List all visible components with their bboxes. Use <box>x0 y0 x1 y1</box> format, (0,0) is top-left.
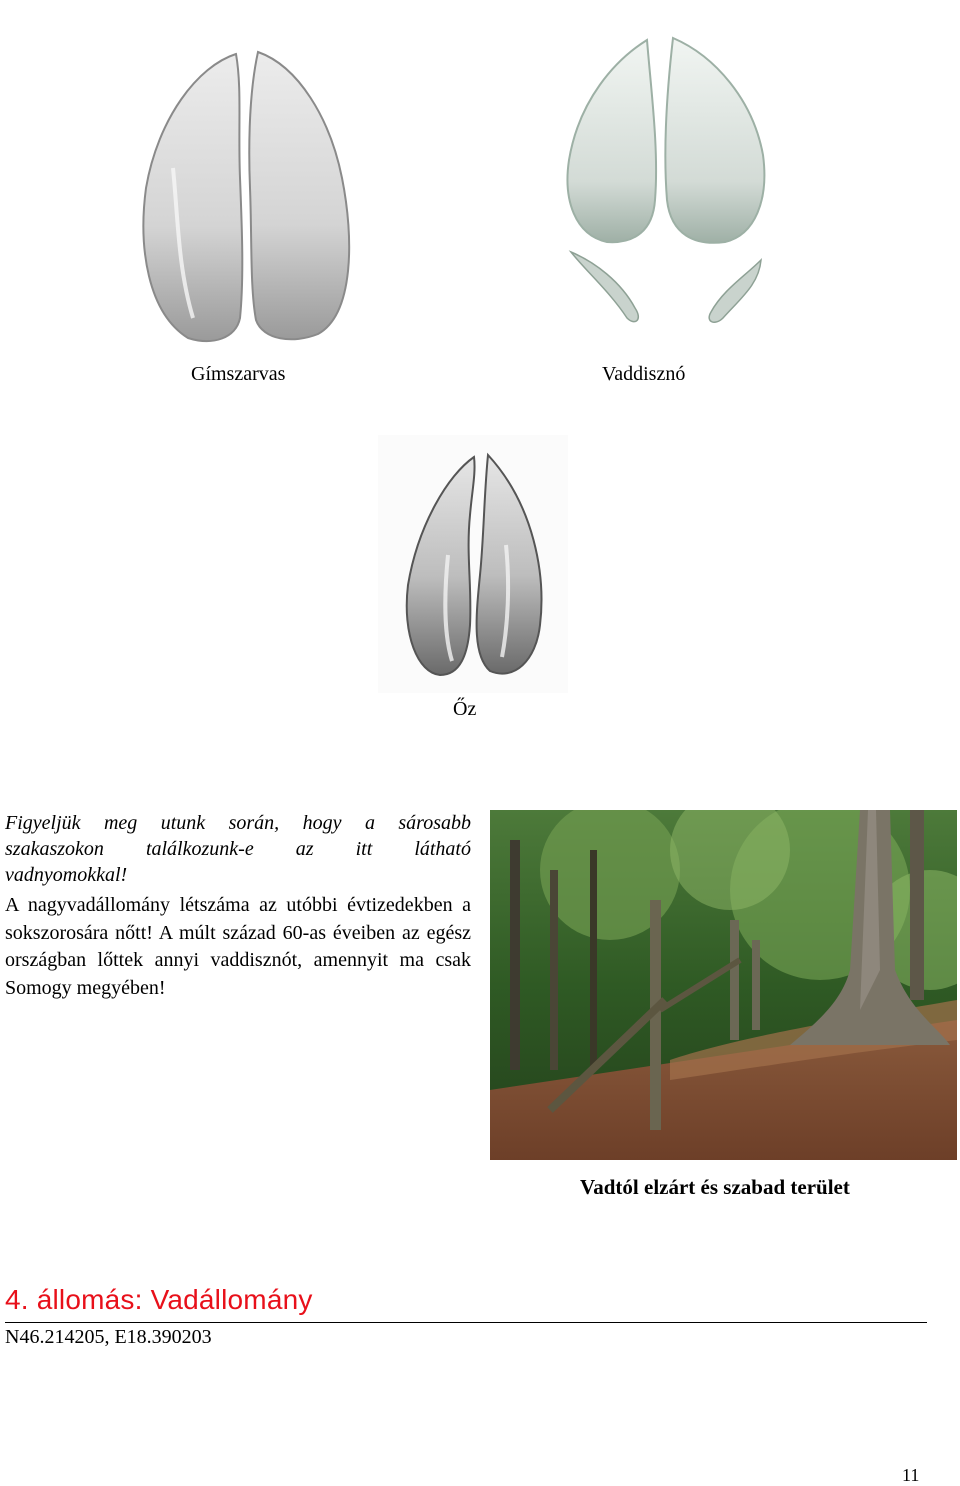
intro-line-2: szakaszokon találkozunk-e az itt látható <box>5 838 471 860</box>
caption-roe-deer: Őz <box>453 698 477 720</box>
body-paragraph: A nagyvadállomány létszáma az utóbbi évtizedekben a sokszorosára nőtt! A múlt század 60-as éveiben az egész országban lőttek annyi vaddisznót, amennyit ma csak Somogy megyében! <box>5 894 471 999</box>
intro-line-1: Figyeljük meg utunk során, hogy a sárosabb <box>5 812 471 834</box>
photo-caption: Vadtól elzárt és szabad terület <box>580 1175 850 1199</box>
title-divider <box>5 1322 927 1323</box>
caption-red-deer: Gímszarvas <box>191 363 286 385</box>
red-deer-track-illustration <box>118 48 368 348</box>
forest-fence-photo <box>490 810 957 1160</box>
caption-wild-boar: Vaddisznó <box>602 363 686 385</box>
roe-deer-track-illustration <box>378 435 568 693</box>
page-number: 11 <box>902 1465 920 1485</box>
wild-boar-track-illustration <box>555 30 785 330</box>
station-title: 4. állomás: Vadállomány <box>5 1284 313 1315</box>
station-coordinates: N46.214205, E18.390203 <box>5 1326 212 1348</box>
intro-line-3: vadnyomokkal! <box>5 864 128 886</box>
